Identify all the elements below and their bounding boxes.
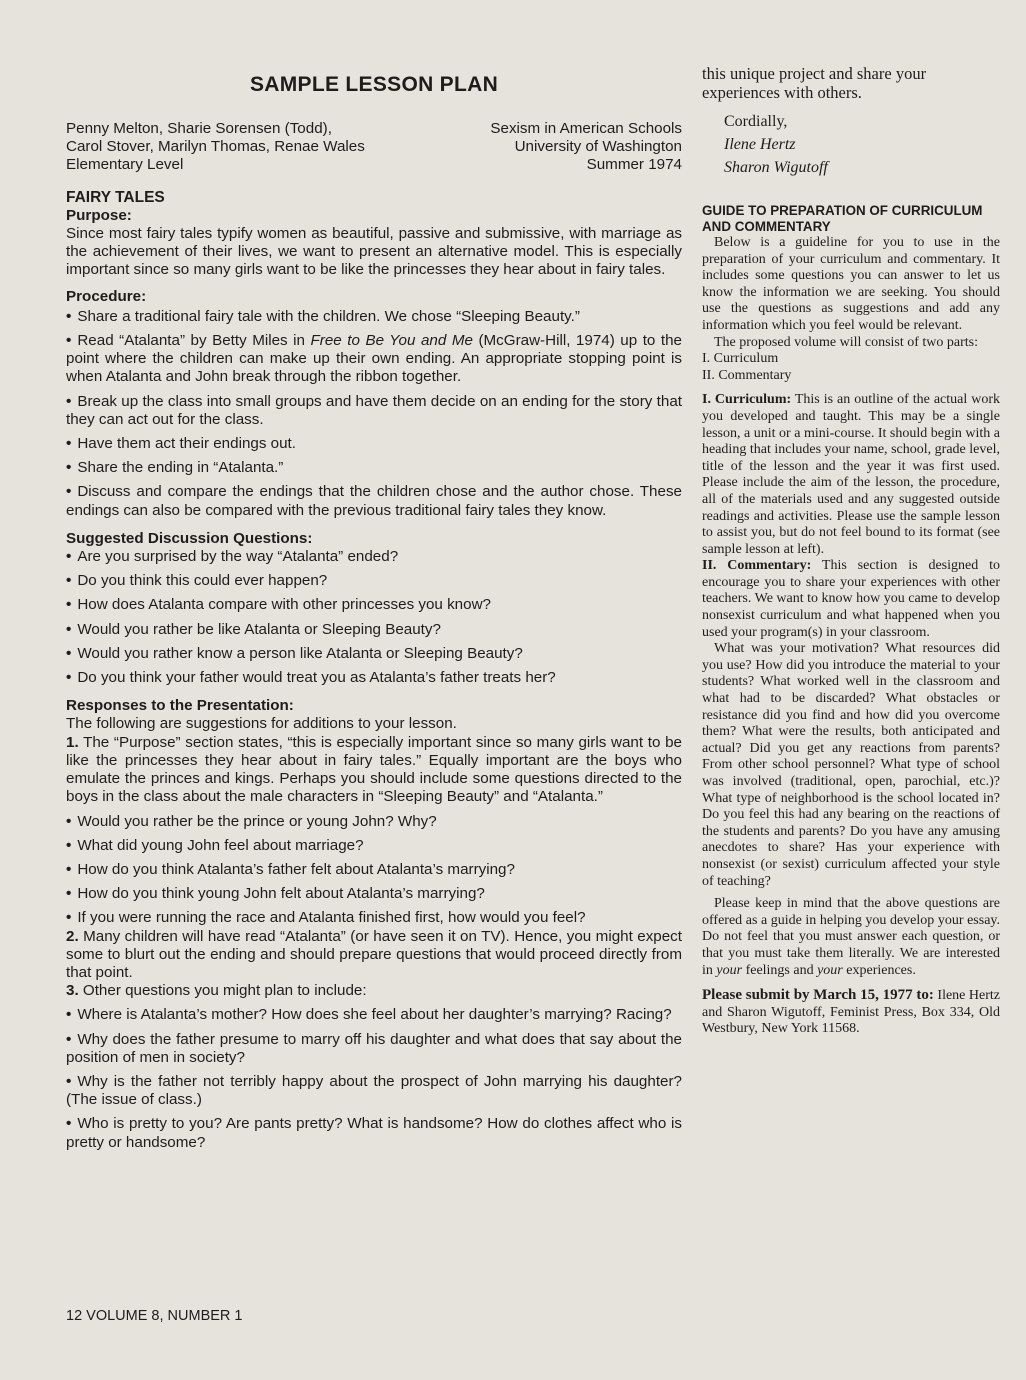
page-footer: 12 VOLUME 8, NUMBER 1 bbox=[66, 1308, 243, 1324]
response-point-2: 2. Many children will have read “Atalanta” (or have seen it on TV). Hence, you might expect some to blurt out the ending and should prepare questions that would proceed directly from that point. bbox=[66, 927, 682, 981]
list-item: • Why is the father not terribly happy about the prospect of John marrying his daughter? (The issue of class.) bbox=[66, 1072, 682, 1109]
procedure-heading: Procedure: bbox=[66, 287, 147, 305]
letter-intro: this unique project and share your experiences with others. bbox=[702, 64, 927, 102]
list-item: • What did young John feel about marriage? bbox=[66, 836, 364, 854]
letter-column bbox=[702, 64, 1000, 1038]
guide-paragraph: The proposed volume will consist of two parts: bbox=[714, 334, 979, 350]
bullet-icon: • bbox=[66, 644, 72, 662]
discussion-heading: Suggested Discussion Questions: bbox=[66, 529, 313, 547]
bullet-icon: • bbox=[66, 459, 72, 477]
bullet-icon: • bbox=[66, 548, 72, 566]
lesson-plan-column bbox=[66, 72, 682, 1152]
bullet-icon: • bbox=[66, 1030, 72, 1048]
byline-authors: Penny Melton, Sharie Sorensen (Todd), Carol Stover, Marilyn Thomas, Renae Wales Elementary Level bbox=[66, 120, 365, 174]
response-point-3: 3. Other questions you might plan to include: bbox=[66, 982, 367, 1000]
list-item: • How does Atalanta compare with other princesses you know? bbox=[66, 596, 491, 614]
bullet-icon: • bbox=[66, 1115, 72, 1133]
commentary-paragraph: II. Commentary: This section is designed to encourage you to share your experiences with other teachers. We want to know how you came to develop nonsexist curriculum and what happened when you used your program(s) in your classroom. bbox=[702, 558, 1000, 640]
procedure-section bbox=[66, 288, 682, 520]
guide-paragraph: Below is a guideline for you to use in the preparation of your curriculum and commentary. It includes some questions you can answer to let us know the information we are seeking. You should use the questions as suggestions and add any information which you feel would be relevant. bbox=[702, 235, 1000, 333]
responses-heading: Responses to the Presentation: bbox=[66, 697, 294, 715]
bullet-icon: • bbox=[66, 332, 72, 350]
signature-block bbox=[702, 110, 1000, 179]
purpose-section bbox=[66, 207, 682, 280]
purpose-text: Since most fairy tales typify women as beautiful, passive and submissive, with marriage as the achievement of their lives, we want to present an alternative model. This is especially important since so many girls want to be like the princesses they hear about in fairy tales. bbox=[66, 225, 682, 279]
list-item: • Do you think this could ever happen? bbox=[66, 572, 328, 590]
bullet-icon: • bbox=[66, 596, 72, 614]
curriculum-paragraph: I. Curriculum: This is an outline of the actual work you developed and taught. This may be a single lesson, a unit or a mini-course. It should begin with a heading that includes your name, school, grade level, title of the lesson and the year it was first used. Please include the aim of the lesson, the procedure, all of the materials used and any suggested outside readings and activities. Please use the sample lesson to assist you, but do not feel bound to its format (see sample lesson at left). bbox=[702, 392, 1000, 557]
bullet-icon: • bbox=[66, 483, 72, 501]
bullet-icon: • bbox=[66, 885, 72, 903]
part-item: I. Curriculum bbox=[702, 351, 779, 367]
part-item: II. Commentary bbox=[702, 367, 792, 383]
list-item: • Would you rather be the prince or young John? Why? bbox=[66, 812, 437, 830]
bullet-icon: • bbox=[66, 860, 72, 878]
signer-name: Ilene Hertz bbox=[724, 136, 796, 153]
book-title: Free to Be You and Me bbox=[310, 332, 473, 350]
list-item: • Break up the class into small groups and have them decide on an ending for the story that they can act out for the class. bbox=[66, 392, 682, 428]
bullet-icon: • bbox=[66, 620, 72, 638]
list-item: • Do you think your father would treat you as Atalanta’s father treats her? bbox=[66, 669, 556, 687]
signer-name: Sharon Wigutoff bbox=[724, 159, 828, 176]
byline bbox=[66, 120, 682, 175]
byline-course: Sexism in American Schools University of Washington Summer 1974 bbox=[490, 120, 682, 174]
list-item: • Where is Atalanta’s mother? How does she feel about her daughter’s marrying? Racing? bbox=[66, 1006, 672, 1024]
bullet-icon: • bbox=[66, 435, 72, 453]
list-item: • Read “Atalanta” by Betty Miles in Free to Be You and Me (McGraw-Hill, 1974) up to the point where the children can make up their own ending. An appropriate stopping point is when Atalanta and John break through the ribbon together. bbox=[66, 332, 683, 386]
purpose-heading: Purpose: bbox=[66, 206, 132, 224]
list-item: • Who is pretty to you? Are pants pretty? What is handsome? How do clothes affect who is pretty or handsome? bbox=[66, 1115, 682, 1151]
keep-in-mind-paragraph: Please keep in mind that the above questions are offered as a guide in helping you develop your essay. Do not feel that you must answer each question, or that you must take them literally. We are interested in your feelings and your experiences. bbox=[702, 896, 1000, 978]
responses-intro: The following are suggestions for additions to your lesson. bbox=[66, 715, 457, 733]
list-item: • How do you think young John felt about Atalanta’s marrying? bbox=[66, 885, 485, 903]
guide-title: GUIDE TO PREPARATION OF CURRICULUM AND COMMENTARY bbox=[702, 203, 983, 234]
section-title: FAIRY TALES bbox=[66, 188, 165, 206]
list-item: • Would you rather be like Atalanta or Sleeping Beauty? bbox=[66, 620, 441, 638]
list-item: • Share a traditional fairy tale with the children. We chose “Sleeping Beauty.” bbox=[66, 307, 580, 325]
bullet-icon: • bbox=[66, 307, 72, 325]
list-item: • Have them act their endings out. bbox=[66, 435, 296, 453]
bullet-icon: • bbox=[66, 392, 72, 410]
response-point-1: 1. The “Purpose” section states, “this is especially important since so many girls want to be like the princesses they hear about in fairy tales.” Equally important are the boys who emulate the princes and kings. Perhaps you should include some questions directed to the boys in the class about the male characters in “Sleeping Beauty” and “Atalanta.” bbox=[66, 733, 682, 806]
bullet-icon: • bbox=[66, 1006, 72, 1024]
bullet-icon: • bbox=[66, 1072, 72, 1090]
bullet-icon: • bbox=[66, 572, 72, 590]
list-item: • Would you rather know a person like Atalanta or Sleeping Beauty? bbox=[66, 644, 523, 662]
bullet-icon: • bbox=[66, 836, 72, 854]
submit-paragraph: Please submit by March 15, 1977 to: Ilene Hertz and Sharon Wigutoff, Feminist Press, Box 334, Old Westbury, New York 11568. bbox=[702, 987, 1000, 1037]
discussion-section bbox=[66, 530, 682, 687]
list-item: • If you were running the race and Atalanta finished first, how would you feel? bbox=[66, 909, 586, 927]
responses-section bbox=[66, 697, 682, 1151]
list-item: • Discuss and compare the endings that the children chose and the author chose. These endings can also be compared with the previous traditional fairy tales they know. bbox=[66, 483, 682, 519]
page-title: SAMPLE LESSON PLAN bbox=[249, 73, 499, 96]
list-item: • Why does the father presume to marry off his daughter and what does that say about the position of men in society? bbox=[66, 1030, 682, 1066]
questions-paragraph: What was your motivation? What resources did you use? How did you introduce the material to your students? What worked well in the classroom and what had to be discarded? What obstacles or resistance did you find and how did you overcome them? What were the results, both anticipated and actual? Did you get any reactions from parents? From other school personnel? What type of school was involved (traditional, open, parochial, etc.)? What type of neighborhood is the school located in? Do you feel this had any bearing on the reactions of the students and parents? Do you have any amusing anecdotes to share? Has your experience with nonsexist (or sexist) curriculum affected your style of teaching? bbox=[702, 641, 1000, 889]
bullet-icon: • bbox=[66, 909, 72, 927]
list-item: • How do you think Atalanta’s father felt about Atalanta’s marrying? bbox=[66, 860, 515, 878]
list-item: • Share the ending in “Atalanta.” bbox=[66, 459, 284, 477]
bullet-icon: • bbox=[66, 669, 72, 687]
closing: Cordially, bbox=[724, 113, 788, 130]
bullet-icon: • bbox=[66, 812, 72, 830]
list-item: • Are you surprised by the way “Atalanta” ended? bbox=[66, 548, 399, 566]
